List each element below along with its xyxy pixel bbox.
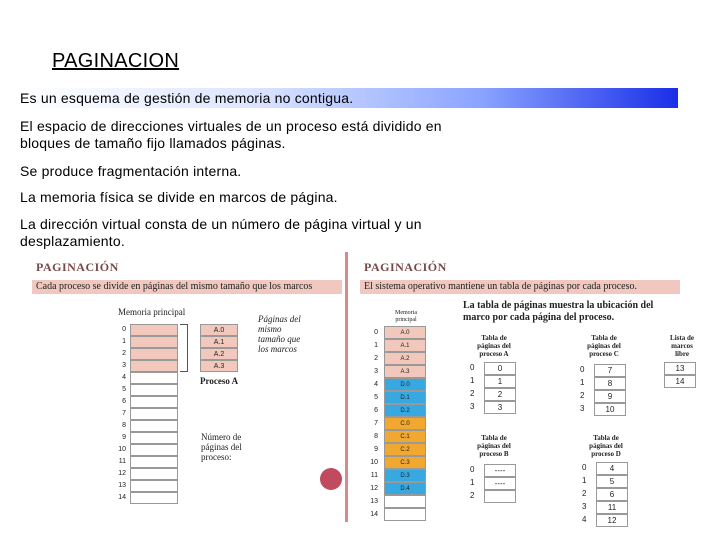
frame-index: 8: [122, 422, 126, 429]
figure-left-brace: [180, 324, 188, 372]
frame-index: 2: [122, 350, 126, 357]
table-cell: 11: [596, 501, 628, 514]
frame-index: 7: [374, 420, 378, 427]
memory-frame: C.0: [384, 417, 426, 430]
memory-frame: C.1: [384, 430, 426, 443]
memory-frame: [130, 396, 178, 408]
table-cell: 6: [596, 488, 628, 501]
frame-index: 5: [374, 394, 378, 401]
table-index: 0: [582, 463, 587, 472]
table-index: 0: [470, 465, 475, 474]
memory-frame: [130, 360, 178, 372]
frame-index: 6: [374, 407, 378, 414]
figure-left-pages-note: Páginas del mismo tamaño que los marcos: [258, 314, 301, 354]
frame-index: 1: [374, 342, 378, 349]
table-index: 4: [582, 515, 587, 524]
table-d-title: Tabla de páginas del proceso D: [589, 434, 623, 458]
memory-frame: [130, 372, 178, 384]
table-cell: 12: [596, 514, 628, 527]
memory-frame: [130, 384, 178, 396]
frame-index: 5: [122, 386, 126, 393]
table-index: 2: [580, 391, 585, 400]
table-cell: 1: [484, 375, 516, 388]
frame-index: 3: [122, 362, 126, 369]
frame-index: 10: [370, 459, 378, 466]
table-cell: 10: [594, 403, 626, 416]
memory-frame: D.0: [384, 378, 426, 391]
figure-left-heading: PAGINACIÓN: [36, 260, 119, 274]
frame-index: 8: [374, 433, 378, 440]
memory-frame: D.3: [384, 469, 426, 482]
table-cell: 5: [596, 475, 628, 488]
memory-frame: [130, 444, 178, 456]
free-list-title: Lista de marcos libre: [670, 334, 694, 358]
table-cell: 3: [484, 401, 516, 414]
figure-left: [20, 252, 342, 512]
figure-right-memory-label: Memoria principal: [395, 310, 417, 323]
table-index: 2: [470, 491, 475, 500]
table-cell: 2: [484, 388, 516, 401]
frame-index: 9: [374, 446, 378, 453]
table-cell: 8: [594, 377, 626, 390]
frame-index: 0: [122, 326, 126, 333]
process-page: A.1: [200, 336, 238, 348]
table-index: 0: [580, 365, 585, 374]
table-b-title: Tabla de páginas del proceso B: [477, 434, 511, 458]
memory-frame: [130, 492, 178, 504]
process-page: A.0: [200, 324, 238, 336]
frame-index: 14: [370, 511, 378, 518]
table-index: 1: [470, 478, 475, 487]
table-index: 3: [470, 402, 475, 411]
figure-right-heading: PAGINACIÓN: [364, 260, 447, 274]
table-index: 3: [580, 404, 585, 413]
paragraph-definition: Es un esquema de gestión de memoria no contigua.: [20, 90, 354, 106]
paragraph-physical-memory: La memoria física se divide en marcos de página.: [20, 189, 338, 205]
table-cell: 9: [594, 390, 626, 403]
memory-frame: A.0: [384, 326, 426, 339]
table-cell: 13: [664, 362, 696, 375]
process-page: A.2: [200, 348, 238, 360]
memory-frame: C.2: [384, 443, 426, 456]
memory-frame: [130, 348, 178, 360]
frame-index: 13: [370, 498, 378, 505]
frame-index: 7: [122, 410, 126, 417]
figure-left-memory-label: Memoria principal: [118, 307, 186, 317]
paragraph-virtual-address: La dirección virtual consta de un número de página virtual y un desplazamiento.: [20, 216, 422, 249]
memory-frame: [130, 420, 178, 432]
figure-right: [348, 252, 710, 532]
memory-frame: [130, 408, 178, 420]
frame-index: 6: [122, 398, 126, 405]
frame-index: 13: [118, 482, 126, 489]
figure-left-count-note: Número de páginas del proceso:: [201, 432, 242, 462]
table-index: 2: [470, 389, 475, 398]
memory-frame: [130, 456, 178, 468]
process-page: A.3: [200, 360, 238, 372]
frame-index: 14: [118, 494, 126, 501]
paragraph-virtual-space: El espacio de direcciones virtuales de un proceso está dividido en bloques de tamaño fijo llamados páginas.: [20, 118, 442, 151]
table-cell: ----: [484, 464, 516, 477]
table-cell: 7: [594, 364, 626, 377]
memory-frame: D.4: [384, 482, 426, 495]
frame-index: 4: [122, 374, 126, 381]
memory-frame: C.3: [384, 456, 426, 469]
table-index: 1: [470, 376, 475, 385]
memory-frame: A.3: [384, 365, 426, 378]
frame-index: 2: [374, 355, 378, 362]
table-index: 2: [582, 489, 587, 498]
frame-index: 0: [374, 329, 378, 336]
memory-frame: [130, 468, 178, 480]
table-cell: 14: [664, 375, 696, 388]
memory-frame: [130, 432, 178, 444]
memory-frame: [130, 324, 178, 336]
table-index: 1: [582, 476, 587, 485]
table-index: 3: [582, 502, 587, 511]
frame-index: 3: [374, 368, 378, 375]
figure-right-bar: El sistema operativo mantiene un tabla de páginas por cada proceso.: [360, 280, 680, 294]
frame-index: 4: [374, 381, 378, 388]
decorative-circle: [320, 468, 342, 490]
table-a-title: Tabla de páginas del proceso A: [477, 334, 511, 358]
table-index: 1: [580, 378, 585, 387]
frame-index: 11: [118, 458, 126, 465]
memory-frame: [130, 480, 178, 492]
figure-left-process-label: Proceso A: [200, 376, 239, 386]
slide-title: PAGINACION: [52, 50, 180, 72]
memory-frame: D.2: [384, 404, 426, 417]
frame-index: 12: [370, 485, 378, 492]
figure-left-bar: Cada proceso se divide en páginas del mismo tamaño que los marcos: [32, 280, 342, 294]
frame-index: 1: [122, 338, 126, 345]
paragraph-fragmentation: Se produce fragmentación interna.: [20, 163, 242, 179]
table-c-title: Tabla de páginas del proceso C: [587, 334, 621, 358]
table-cell: 4: [596, 462, 628, 475]
memory-frame: D.1: [384, 391, 426, 404]
frame-index: 9: [122, 434, 126, 441]
memory-frame: A.2: [384, 352, 426, 365]
table-cell: 0: [484, 362, 516, 375]
table-index: 0: [470, 363, 475, 372]
memory-frame: [384, 495, 426, 508]
figure-right-caption: La tabla de páginas muestra la ubicación del marco por cada página del proceso.: [463, 300, 654, 323]
memory-frame: [130, 336, 178, 348]
table-cell: ----: [484, 477, 516, 490]
frame-index: 10: [118, 446, 126, 453]
memory-frame: A.1: [384, 339, 426, 352]
memory-frame: [384, 508, 426, 521]
frame-index: 12: [118, 470, 126, 477]
frame-index: 11: [370, 472, 378, 479]
table-cell: [484, 490, 516, 503]
